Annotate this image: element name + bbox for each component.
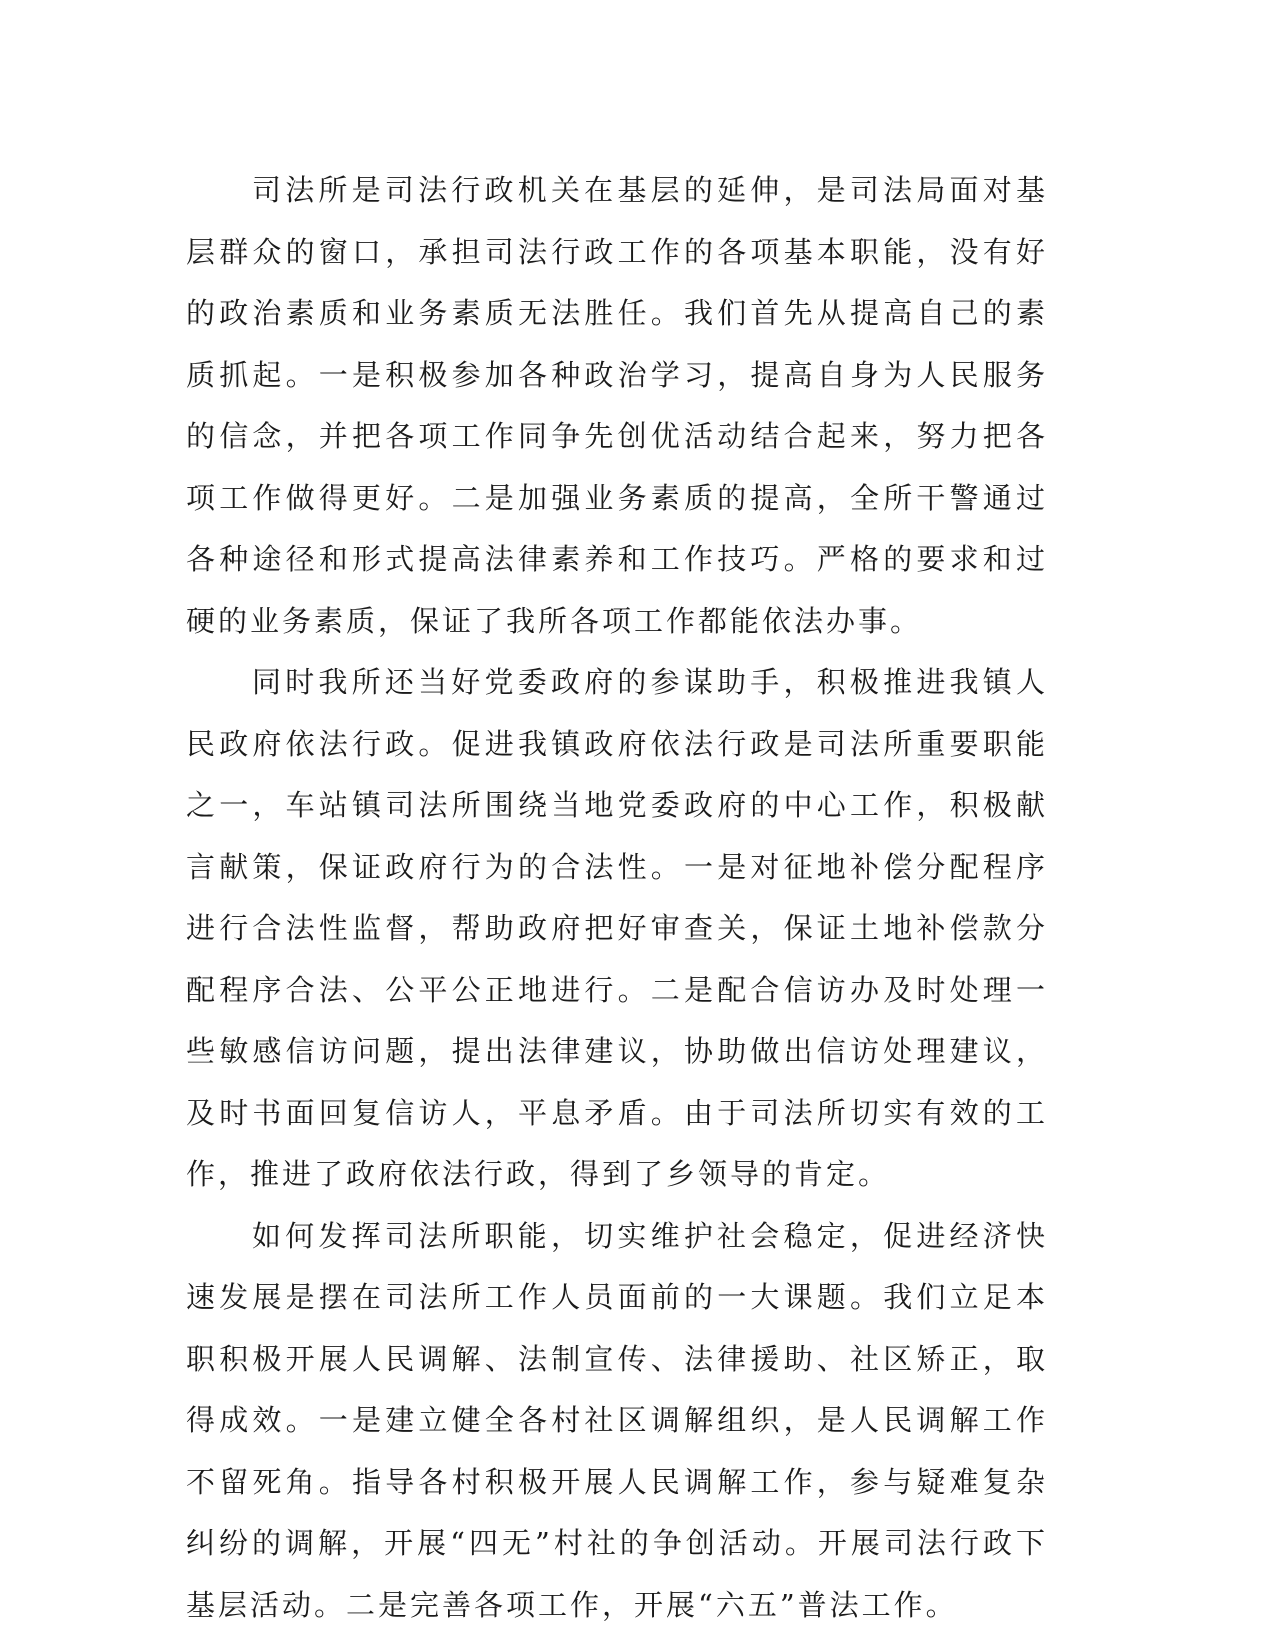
paragraph-1: 司法所是司法行政机关在基层的延伸，是司法局面对基层群众的窗口，承担司法行政工作的各项基本职能，没有好的政治素质和业务素质无法胜任。我们首先从提高自己的素质抓起。一是积极参加各种政治学习，提高自身为人民服务的信念，并把各项工作同争先创优活动结合起来，努力把各项工作做得更好。二是加强业务素质的提高，全所干警通过各种途径和形式提高法律素养和工作技巧。严格的要求和过硬的业务素质，保证了我所各项工作都能依法办事。 <box>186 173 1048 638</box>
paragraph-3: 如何发挥司法所职能，切实维护社会稳定，促进经济快速发展是摆在司法所工作人员面前的一大课题。我们立足本职积极开展人民调解、法制宣传、法律援助、社区矫正，取得成效。一是建立健全各村社区调解组织，是人民调解工作不留死角。指导各村积极开展人民调解工作，参与疑难复杂纠纷的调解，开展“四无”村社的争创活动。开展司法行政下基层活动。二是完善各项工作，开展“六五”普法工作。 <box>186 1218 1048 1622</box>
document-body <box>186 160 1048 1636</box>
paragraph-2: 同时我所还当好党委政府的参谋助手，积极推进我镇人民政府依法行政。促进我镇政府依法行政是司法所重要职能之一，车站镇司法所围绕当地党委政府的中心工作，积极献言献策，保证政府行为的合法性。一是对征地补偿分配程序进行合法性监督，帮助政府把好审查关，保证土地补偿款分配程序合法、公平公正地进行。二是配合信访办及时处理一些敏感信访问题，提出法律建议，协助做出信访处理建议，及时书面回复信访人，平息矛盾。由于司法所切实有效的工作，推进了政府依法行政，得到了乡领导的肯定。 <box>186 665 1048 1191</box>
